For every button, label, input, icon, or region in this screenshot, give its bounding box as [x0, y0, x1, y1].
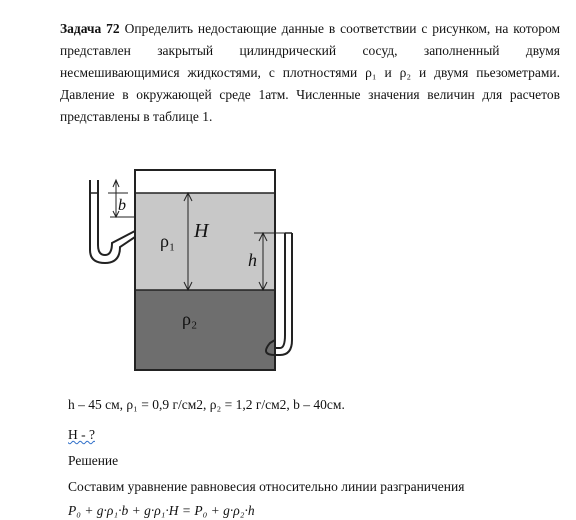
find-line — [68, 426, 95, 444]
solution-text: Составим уравнение равновесия относительно линии разграничения — [68, 479, 465, 494]
lower-liquid — [135, 290, 275, 370]
label-b: b — [118, 197, 126, 214]
equation: P₀ + g·ρ₁·b + g·ρ₁·H = P₀ + g·ρ₂·h — [68, 503, 255, 518]
problem-title: Задача 72 — [60, 21, 120, 36]
label-h: h — [248, 250, 257, 270]
label-rho2: ρ₂ — [182, 309, 198, 329]
given-data: h – 45 см, ρ₁ = 0,9 г/см2, ρ₂ = 1,2 г/см2, b – 40см. — [68, 397, 345, 412]
vessel-figure — [80, 165, 310, 390]
label-rho1: ρ₁ — [160, 231, 176, 251]
label-H: H — [194, 220, 209, 242]
problem-paragraph — [60, 18, 560, 128]
problem-text: Определить недостающие данные в соответствии с рисунком, на котором представлен закрытый цилиндрический сосуд, заполненный двумя несмешивающимися жидкостями, с плотностями ρ₁ и ρ₂ и двумя пьезометрами. Давление в окружающей среде 1атм. Численные значения величин для расчетов представлены в таблице 1. — [60, 21, 561, 124]
solution-heading: Решение — [68, 453, 119, 468]
find-text: H - ? — [68, 427, 95, 442]
